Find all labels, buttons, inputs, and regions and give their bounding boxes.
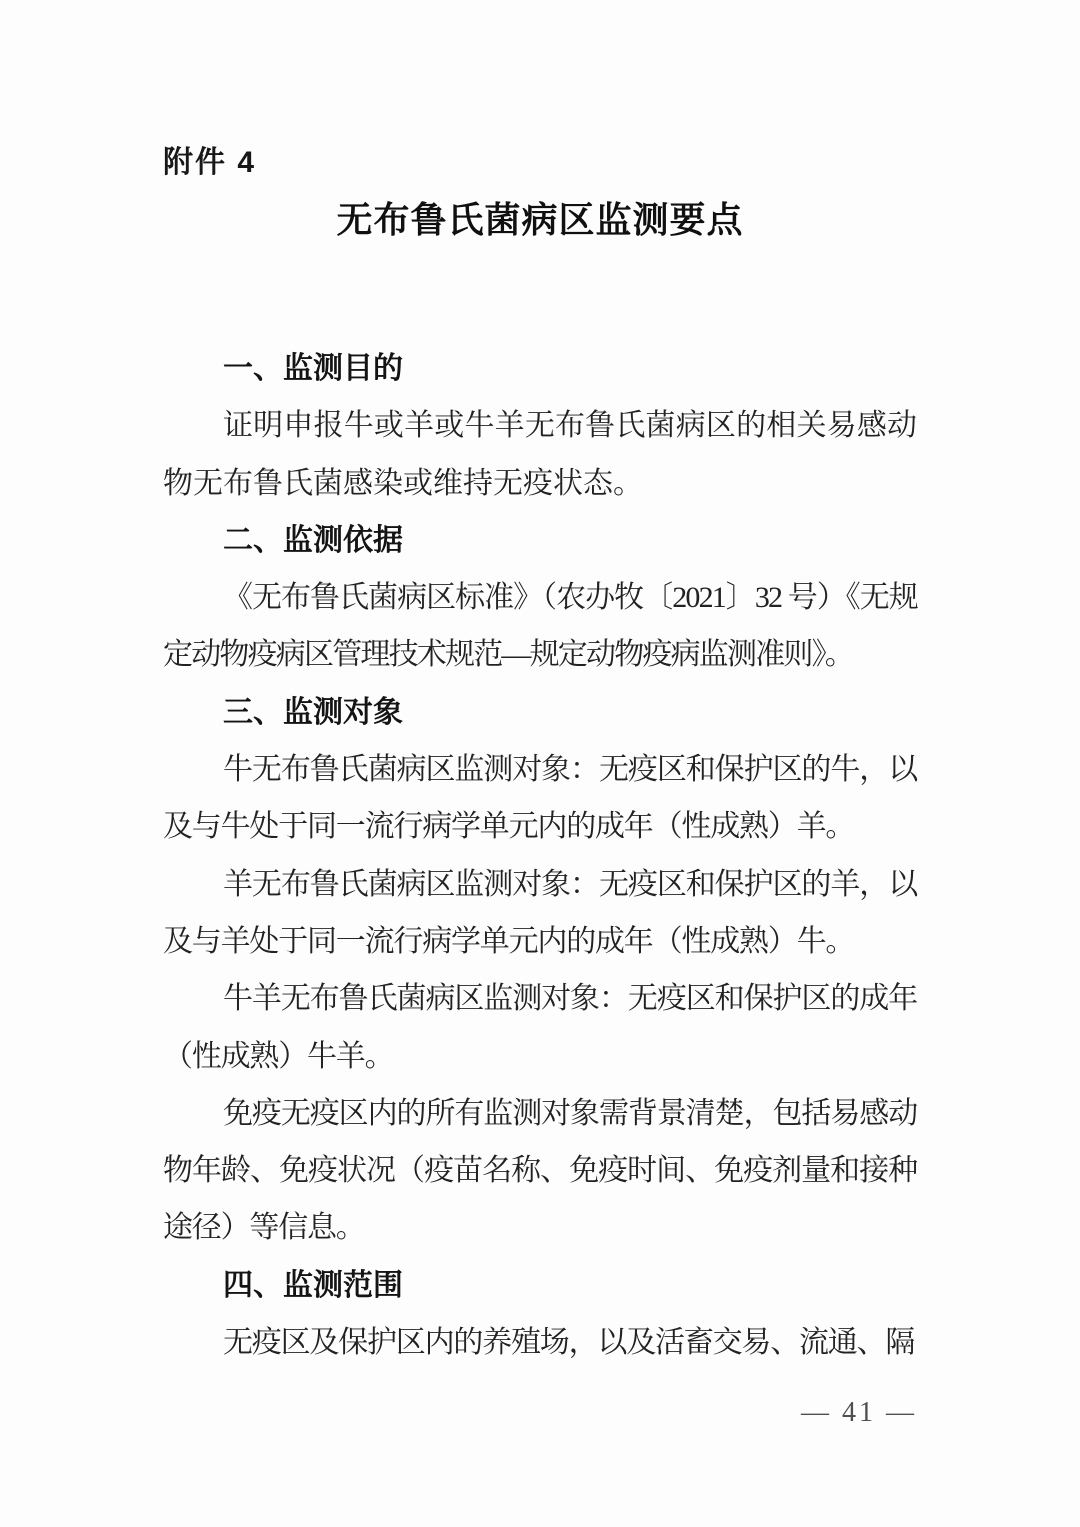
paragraph: 证明申报牛或羊或牛羊无布鲁氏菌病区的相关易感动物无布鲁氏菌感染或维持无疫状态。 [163,409,917,500]
section-heading-monitoring-targets: 三、监测对象 [223,695,403,729]
section-heading-monitoring-basis: 二、监测依据 [223,523,403,557]
document-body [163,340,917,1371]
paragraph: 免疫无疫区内的所有监测对象需背景清楚，包括易感动物年龄、免疫状况（疫苗名称、免疫时间、免疫剂量和接种途径）等信息。 [163,1096,917,1245]
paragraph: 无疫区及保护区内的养殖场，以及活畜交易、流通、隔 [223,1326,915,1360]
paragraph: 羊无布鲁氏菌病区监测对象：无疫区和保护区的羊，以及与羊处于同一流行病学单元内的成年（性成熟）牛。 [163,867,917,958]
attachment-label: 附件 4 [163,146,257,179]
paragraph: 牛羊无布鲁氏菌病区监测对象：无疫区和保护区的成年（性成熟）牛羊。 [163,982,917,1073]
page-content [163,145,917,1371]
paragraph: 《无布鲁氏菌病区标准》（农办牧〔2021〕32 号）《无规定动物疫病区管理技术规范—规定动物疫病监测准则》。 [163,581,917,672]
page-title: 无布鲁氏菌病区监测要点 [336,200,744,240]
page-number: — 41 — [801,1397,917,1428]
paragraph: 牛无布鲁氏菌病区监测对象：无疫区和保护区的牛，以及与牛处于同一流行病学单元内的成年（性成熟）羊。 [163,753,917,844]
section-heading-monitoring-purpose: 一、监测目的 [223,352,403,385]
section-heading-monitoring-scope: 四、监测范围 [223,1268,403,1302]
